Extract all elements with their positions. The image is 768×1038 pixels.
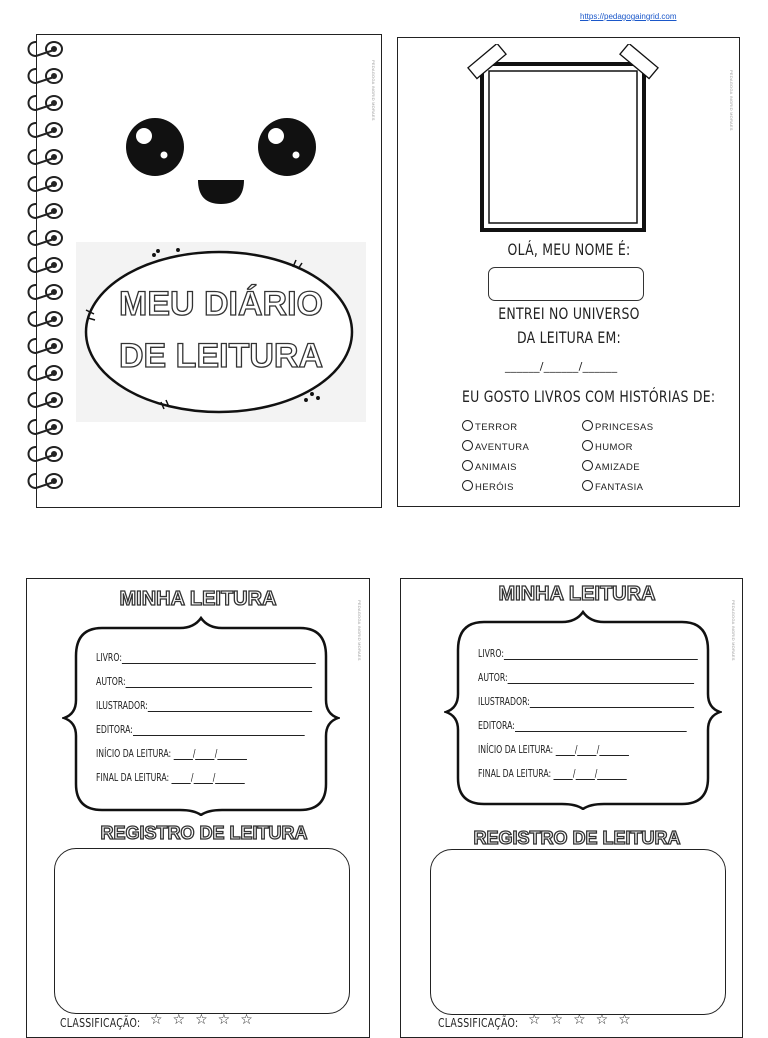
reading1-watermark: PEDAGOGA INGRID MORAES	[357, 600, 362, 661]
photo-frame-icon	[462, 44, 662, 236]
field-label: ILUSTRADOR:	[96, 700, 148, 712]
field-label: LIVRO:	[478, 648, 504, 660]
radio-circle-icon[interactable]	[582, 480, 593, 491]
option-fantasia[interactable]	[582, 480, 643, 493]
field-label: FINAL DA LEITURA:	[478, 768, 552, 780]
radio-circle-icon[interactable]	[582, 440, 593, 451]
title-oval-icon	[76, 242, 366, 422]
reading1-rating-stars-icon[interactable]: ☆☆☆☆☆	[150, 1012, 263, 1028]
cover-watermark: PEDAGOGA INGRID MORAES	[371, 60, 376, 121]
field-label: ILUSTRADOR:	[478, 696, 530, 708]
reading2-publisher-field[interactable]	[478, 720, 687, 732]
reading2-record-title: REGISTRO DE LEITURA	[473, 828, 681, 848]
radio-circle-icon[interactable]	[462, 460, 473, 471]
radio-circle-icon[interactable]	[582, 460, 593, 471]
source-link[interactable]: https://pedagogaingrid.com	[580, 12, 677, 21]
reading2-start-field[interactable]: INÍCIO DA LEITURA: / /	[478, 744, 629, 756]
field-label: FINAL DA LEITURA:	[96, 772, 170, 784]
radio-circle-icon[interactable]	[462, 480, 473, 491]
universe-label-line1: ENTREI NO UNIVERSO	[498, 304, 640, 323]
spiral-binding-icon	[18, 36, 70, 506]
option-label: HUMOR	[595, 442, 633, 453]
reading2-watermark: PEDAGOGA INGRID MORAES	[731, 600, 736, 661]
option-label: PRINCESAS	[595, 422, 654, 433]
reading2-rating-label: CLASSIFICAÇÃO:	[438, 1016, 519, 1030]
radio-circle-icon[interactable]	[462, 420, 473, 431]
option-humor[interactable]	[582, 440, 633, 453]
reading2-book-field[interactable]	[478, 648, 698, 660]
field-label: AUTOR:	[96, 676, 126, 688]
reading1-title: MINHA LEITURA	[119, 588, 277, 610]
field-label: AUTOR:	[478, 672, 508, 684]
profile-watermark: PEDAGOGA INGRID MORAES	[729, 70, 734, 131]
option-amizade[interactable]	[582, 460, 640, 473]
reading2-end-field[interactable]: FINAL DA LEITURA: / /	[478, 768, 627, 780]
option-terror[interactable]	[462, 420, 518, 433]
name-label: OLÁ, MEU NOME É:	[507, 240, 631, 259]
reading1-publisher-field[interactable]	[96, 724, 305, 736]
field-label: EDITORA:	[478, 720, 515, 732]
field-label: EDITORA:	[96, 724, 133, 736]
reading2-author-field[interactable]	[478, 672, 694, 684]
option-label: AVENTURA	[475, 442, 530, 453]
radio-circle-icon[interactable]	[462, 440, 473, 451]
reading1-illustrator-field[interactable]	[96, 700, 312, 712]
likes-label: EU GOSTO LIVROS COM HISTÓRIAS DE:	[462, 387, 716, 406]
reading1-end-field[interactable]: FINAL DA LEITURA: / /	[96, 772, 245, 784]
start-date-field[interactable]: ______/______/______	[505, 360, 618, 373]
info-frame-icon	[62, 616, 340, 816]
kawaii-face-icon	[120, 112, 320, 208]
option-label: AMIZADE	[595, 462, 641, 473]
cover-title-line2: DE LEITURA	[119, 337, 323, 375]
info-frame-icon	[444, 610, 722, 810]
reading1-record-box[interactable]	[54, 848, 350, 1014]
reading1-author-field[interactable]	[96, 676, 312, 688]
universe-label-line2: DA LEITURA EM:	[517, 328, 621, 347]
option-aventura[interactable]	[462, 440, 529, 453]
option-animais[interactable]	[462, 460, 517, 473]
option-princesas[interactable]	[582, 420, 654, 433]
cover-title-line1: MEU DIÁRIO	[119, 285, 323, 323]
field-label: LIVRO:	[96, 652, 122, 664]
option-label: ANIMAIS	[475, 462, 517, 473]
field-label: INÍCIO DA LEITURA:	[478, 744, 554, 756]
reading1-book-field[interactable]	[96, 652, 316, 664]
option-label: TERROR	[475, 422, 518, 433]
reading1-rating-label: CLASSIFICAÇÃO:	[60, 1016, 141, 1030]
reading1-start-field[interactable]: INÍCIO DA LEITURA: / /	[96, 748, 247, 760]
reading2-rating-stars-icon[interactable]: ☆☆☆☆☆	[528, 1012, 641, 1028]
option-label: HERÓIS	[475, 482, 514, 493]
reading2-record-box[interactable]	[430, 849, 726, 1015]
radio-circle-icon[interactable]	[582, 420, 593, 431]
field-label: INÍCIO DA LEITURA:	[96, 748, 172, 760]
name-field[interactable]	[488, 267, 644, 301]
option-herois[interactable]	[462, 480, 514, 493]
reading1-record-title: REGISTRO DE LEITURA	[100, 823, 308, 843]
reading2-illustrator-field[interactable]	[478, 696, 694, 708]
reading2-title: MINHA LEITURA	[498, 583, 656, 605]
option-label: FANTASIA	[595, 482, 644, 493]
